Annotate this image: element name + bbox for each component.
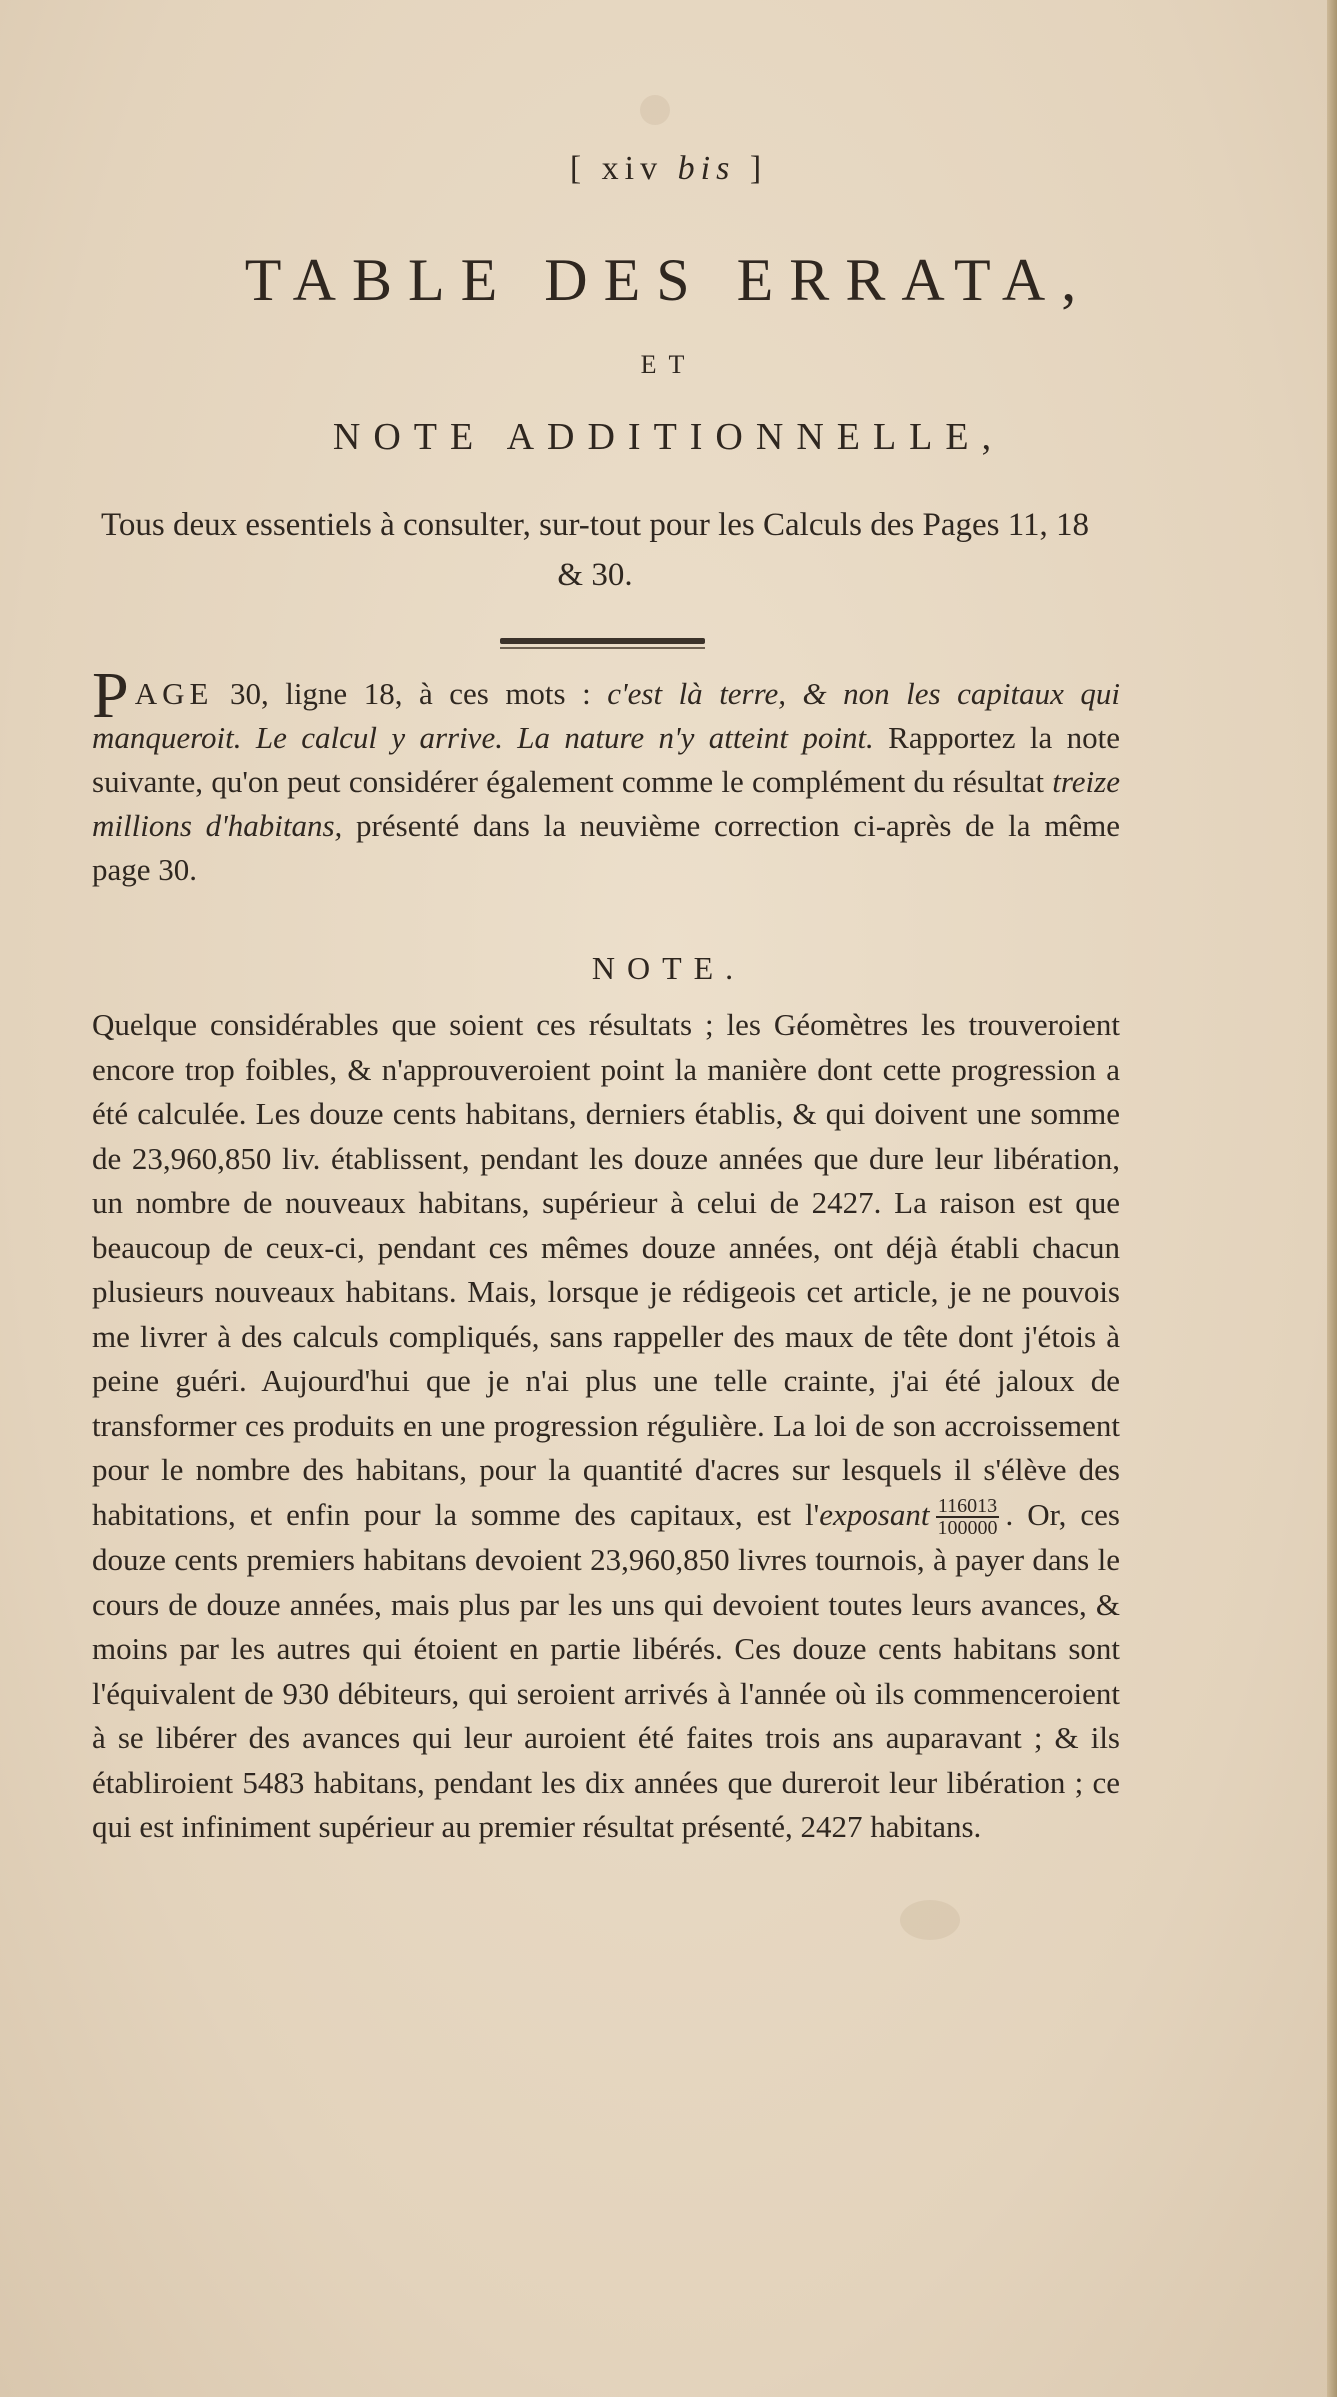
drop-cap: P: [92, 659, 131, 732]
errata-emphasis: treize millions d'habitans,: [92, 764, 1120, 843]
separator-rule: [500, 638, 705, 644]
paper-stain: [900, 1900, 960, 1940]
subtitle: NOTE ADDITIONNELLE,: [332, 416, 1005, 458]
title: TABLE DES ERRATA,: [244, 247, 1093, 313]
intro-line: Tous deux essentiels à consulter, sur-tout pour les Calculs des Pages 11, 18 & 30.: [101, 507, 1089, 593]
note-body: Quelque considérables que soient ces résultats ; les Géomètres les trouveroient encore trop foibles, & n'approuveroient point la manière dont cette progression a été calculée. Les douze cents habitans, derniers établis, & qui doivent une somme de 23,960,850 liv. établissent, pendant les douze années que dure leur libération, un nombre de nouveaux habitans, supérieur à celui de 2427. La raison est que beaucoup de ceux-ci, pendant ces mêmes douze années, ont déjà établi chacun plusieurs nouveaux habitans. Mais, lorsque je rédigeois cet article, je ne pouvois me livrer à des calculs compliqués, sans rappeller des maux de tête dont j'étois à peine guéri. Aujourd'hui que je n'ai plus une telle crainte, j'ai été jaloux de transformer ces produits en une progression régulière. La loi de son accroissement pour le nombre des habitans, pour la quantité d'acres sur lesquels il s'élève des habitations, et enfin pour la somme des capitaux, est l'exposant $\frac{116013}{100000}$ . Or, ces douze cents premiers habitans devoient 23,960,850 livres tournois, à payer dans le cours de douze années, mais plus par les uns qui devoient toutes leurs avances, & moins par les autres qui étoient en partie libérés. Ces douze cents habitans sont l'équivalent de 930 débiteurs, qui seroient arrivés à l'année où ils commenceroient à se libérer des avances qui leur auroient été faites trois ans auparavant ; & ils établiroient 5483 habitans, pendant les dix années que dureroit leur libération ; ce qui est infiniment supérieur au premier résultat présenté, 2427 habitans.: [92, 1007, 1120, 1845]
paper-stain: [640, 95, 670, 125]
exposant-term: exposant: [819, 1496, 930, 1532]
conjunction-et: ET: [640, 350, 697, 379]
page-folio: [ xiv bis ]: [569, 150, 768, 187]
errata-quote: c'est là terre, & non les capitaux qui manqueroit. Le calcul y arrive. La nature n'y atteint point.: [92, 676, 1120, 755]
errata-paragraph: PAGE 30, ligne 18, à ces mots : c'est là terre, & non les capitaux qui manqueroit. Le calcul y arrive. La nature n'y atteint point. Rapportez la note suivante, qu'on peut considérer également comme le complément du résultat treize millions d'habitans, présenté dans la neuvième correction ci-après de la même page 30.: [92, 659, 1120, 887]
note-heading: NOTE.: [591, 950, 746, 986]
fraction: $\frac{116013}{100000}$: [937, 1495, 998, 1540]
